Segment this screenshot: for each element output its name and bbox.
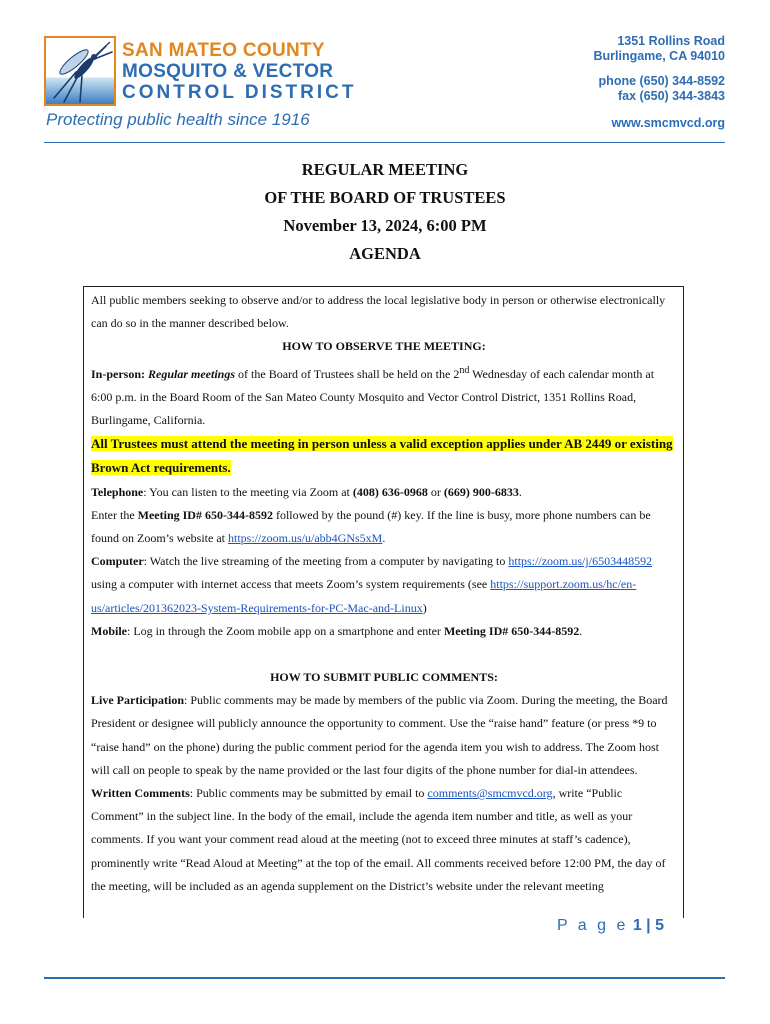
address-line1: 1351 Rollins Road (617, 34, 725, 48)
fax-number: fax (650) 344-3843 (617, 89, 725, 103)
written-comments-text: : Public comments may be submitted by email to (189, 786, 428, 801)
page-count: 1 | 5 (632, 917, 664, 934)
ordinal-suffix: nd (459, 364, 470, 376)
zoom-phone-numbers-link[interactable]: https://zoom.us/u/abb4GNs5xM (227, 531, 383, 546)
in-person-paragraph (91, 359, 677, 433)
website-link[interactable]: www.smcmvcd.org (611, 116, 725, 130)
regular-meetings-text: Regular meetings (148, 366, 236, 381)
phone-number-1: (408) 636-0968 (352, 484, 428, 499)
observe-heading: HOW TO OBSERVE THE MEETING: (282, 339, 486, 354)
comments-email-link[interactable]: comments@smcmvcd.org (427, 786, 553, 801)
document-title (0, 159, 770, 271)
contact-block (593, 34, 725, 131)
computer-paragraph (91, 550, 677, 620)
comments-heading: HOW TO SUBMIT PUBLIC COMMENTS: (270, 670, 498, 685)
telephone-paragraph (91, 481, 677, 504)
written-comments-label: Written Comments (91, 786, 190, 801)
mobile-end: . (579, 623, 583, 638)
title-line3: November 13, 2024, 6:00 PM (283, 216, 487, 235)
intro-paragraph: All public members seeking to observe and/or to address the local legislative body in person or otherwise electronically can do so in the manner described below. (91, 293, 666, 331)
written-comments-paragraph (91, 782, 677, 898)
footer-divider (44, 977, 725, 979)
phone-number-2: (669) 900-6833 (443, 484, 519, 499)
zoom-meeting-link[interactable]: https://zoom.us/j/6503448592 (508, 554, 653, 569)
mobile-paragraph (91, 620, 677, 643)
tagline: Protecting public health since 1916 (46, 110, 310, 129)
district-logo (44, 36, 116, 106)
phone-number: phone (650) 344-8592 (598, 74, 725, 88)
telephone-end: . (518, 484, 522, 499)
address-line2: Burlingame, CA 94010 (593, 49, 725, 63)
attendance-requirement-highlight: All Trustees must attend the meeting in person unless a valid exception applies under AB 2449 or existing Brown Act requirements. (91, 436, 673, 476)
meeting-id-end: . (382, 531, 386, 546)
mobile-label: Mobile (91, 623, 127, 638)
computer-label: Computer (91, 554, 144, 569)
live-participation-paragraph (91, 689, 677, 782)
page-number (557, 917, 664, 935)
computer-text-cont: using a computer with internet access that meets Zoom’s system requirements (see (91, 577, 491, 592)
title-line2: OF THE BOARD OF TRUSTEES (264, 188, 506, 207)
org-name-line1: SAN MATEO COUNTY (122, 40, 325, 61)
title-line4: AGENDA (349, 244, 421, 263)
meeting-id-pre: Enter the (91, 507, 138, 522)
mosquito-logo-icon (46, 38, 114, 104)
org-name-line3: CONTROL DISTRICT (122, 82, 357, 103)
org-name-line2: MOSQUITO & VECTOR (122, 61, 334, 82)
live-participation-text: : Public comments may be made by members of the public via Zoom. During the meeting, the Board President or designee will publicly announce the opportunity to comment. Use the “raise hand” feature (or press *9 to “raise hand” on the phone) during the public comment period for the agenda item you wish to address. The Zoom host will call on people to speak by the name provided or the last four digits of the phone number for dial-in attendees. (91, 693, 668, 777)
computer-end: ) (422, 600, 427, 615)
telephone-or: or (427, 484, 444, 499)
zoom-requirements-link[interactable]: https://support.zoom.us/hc/en-us/articles/201362023-System-Requirements-for-PC-Mac-and-Linux (91, 577, 637, 615)
header-divider (44, 142, 725, 143)
agenda-instructions-box (83, 286, 684, 918)
mobile-meeting-id: Meeting ID# 650-344-8592 (443, 623, 580, 638)
page-label: P a g e (556, 917, 629, 934)
in-person-text: of the Board of Trustees shall be held on the 2 (235, 366, 460, 381)
written-comments-text-cont: , write “Public Comment” in the subject line. In the body of the email, include the agenda item number and title, as well as your comments. If you want your comment read aloud at the meeting (not to exceed three minutes at staff’s cadence), prominently write “Read Aloud at Meeting” at the top of the email. All comments received before 12:00 PM, the day of the meeting, will be included as an agenda supplement on the District’s website under the relevant meeting (91, 786, 666, 893)
in-person-label: In-person: (91, 366, 146, 381)
mobile-text: : Log in through the Zoom mobile app on a smartphone and enter (127, 623, 444, 638)
meeting-id: Meeting ID# 650-344-8592 (137, 507, 273, 522)
in-person-text-cont: Wednesday of each calendar month at 6:00 p.m. in the Board Room of the San Mateo County Mosquito and Vector Control District, 1351 Rollins Road, Burlingame, California. (91, 366, 655, 428)
title-line1: REGULAR MEETING (301, 160, 469, 179)
telephone-label: Telephone (91, 484, 144, 499)
meeting-id-text: followed by the pound (#) key. If the line is busy, more phone numbers can be found on Zoom’s website at (91, 507, 651, 546)
live-participation-label: Live Participation (91, 693, 184, 708)
computer-text: : Watch the live streaming of the meeting from a computer by navigating to (143, 554, 509, 569)
telephone-text: : You can listen to the meeting via Zoom at (143, 484, 353, 499)
organization-name (122, 40, 356, 103)
meeting-id-paragraph (91, 504, 677, 550)
